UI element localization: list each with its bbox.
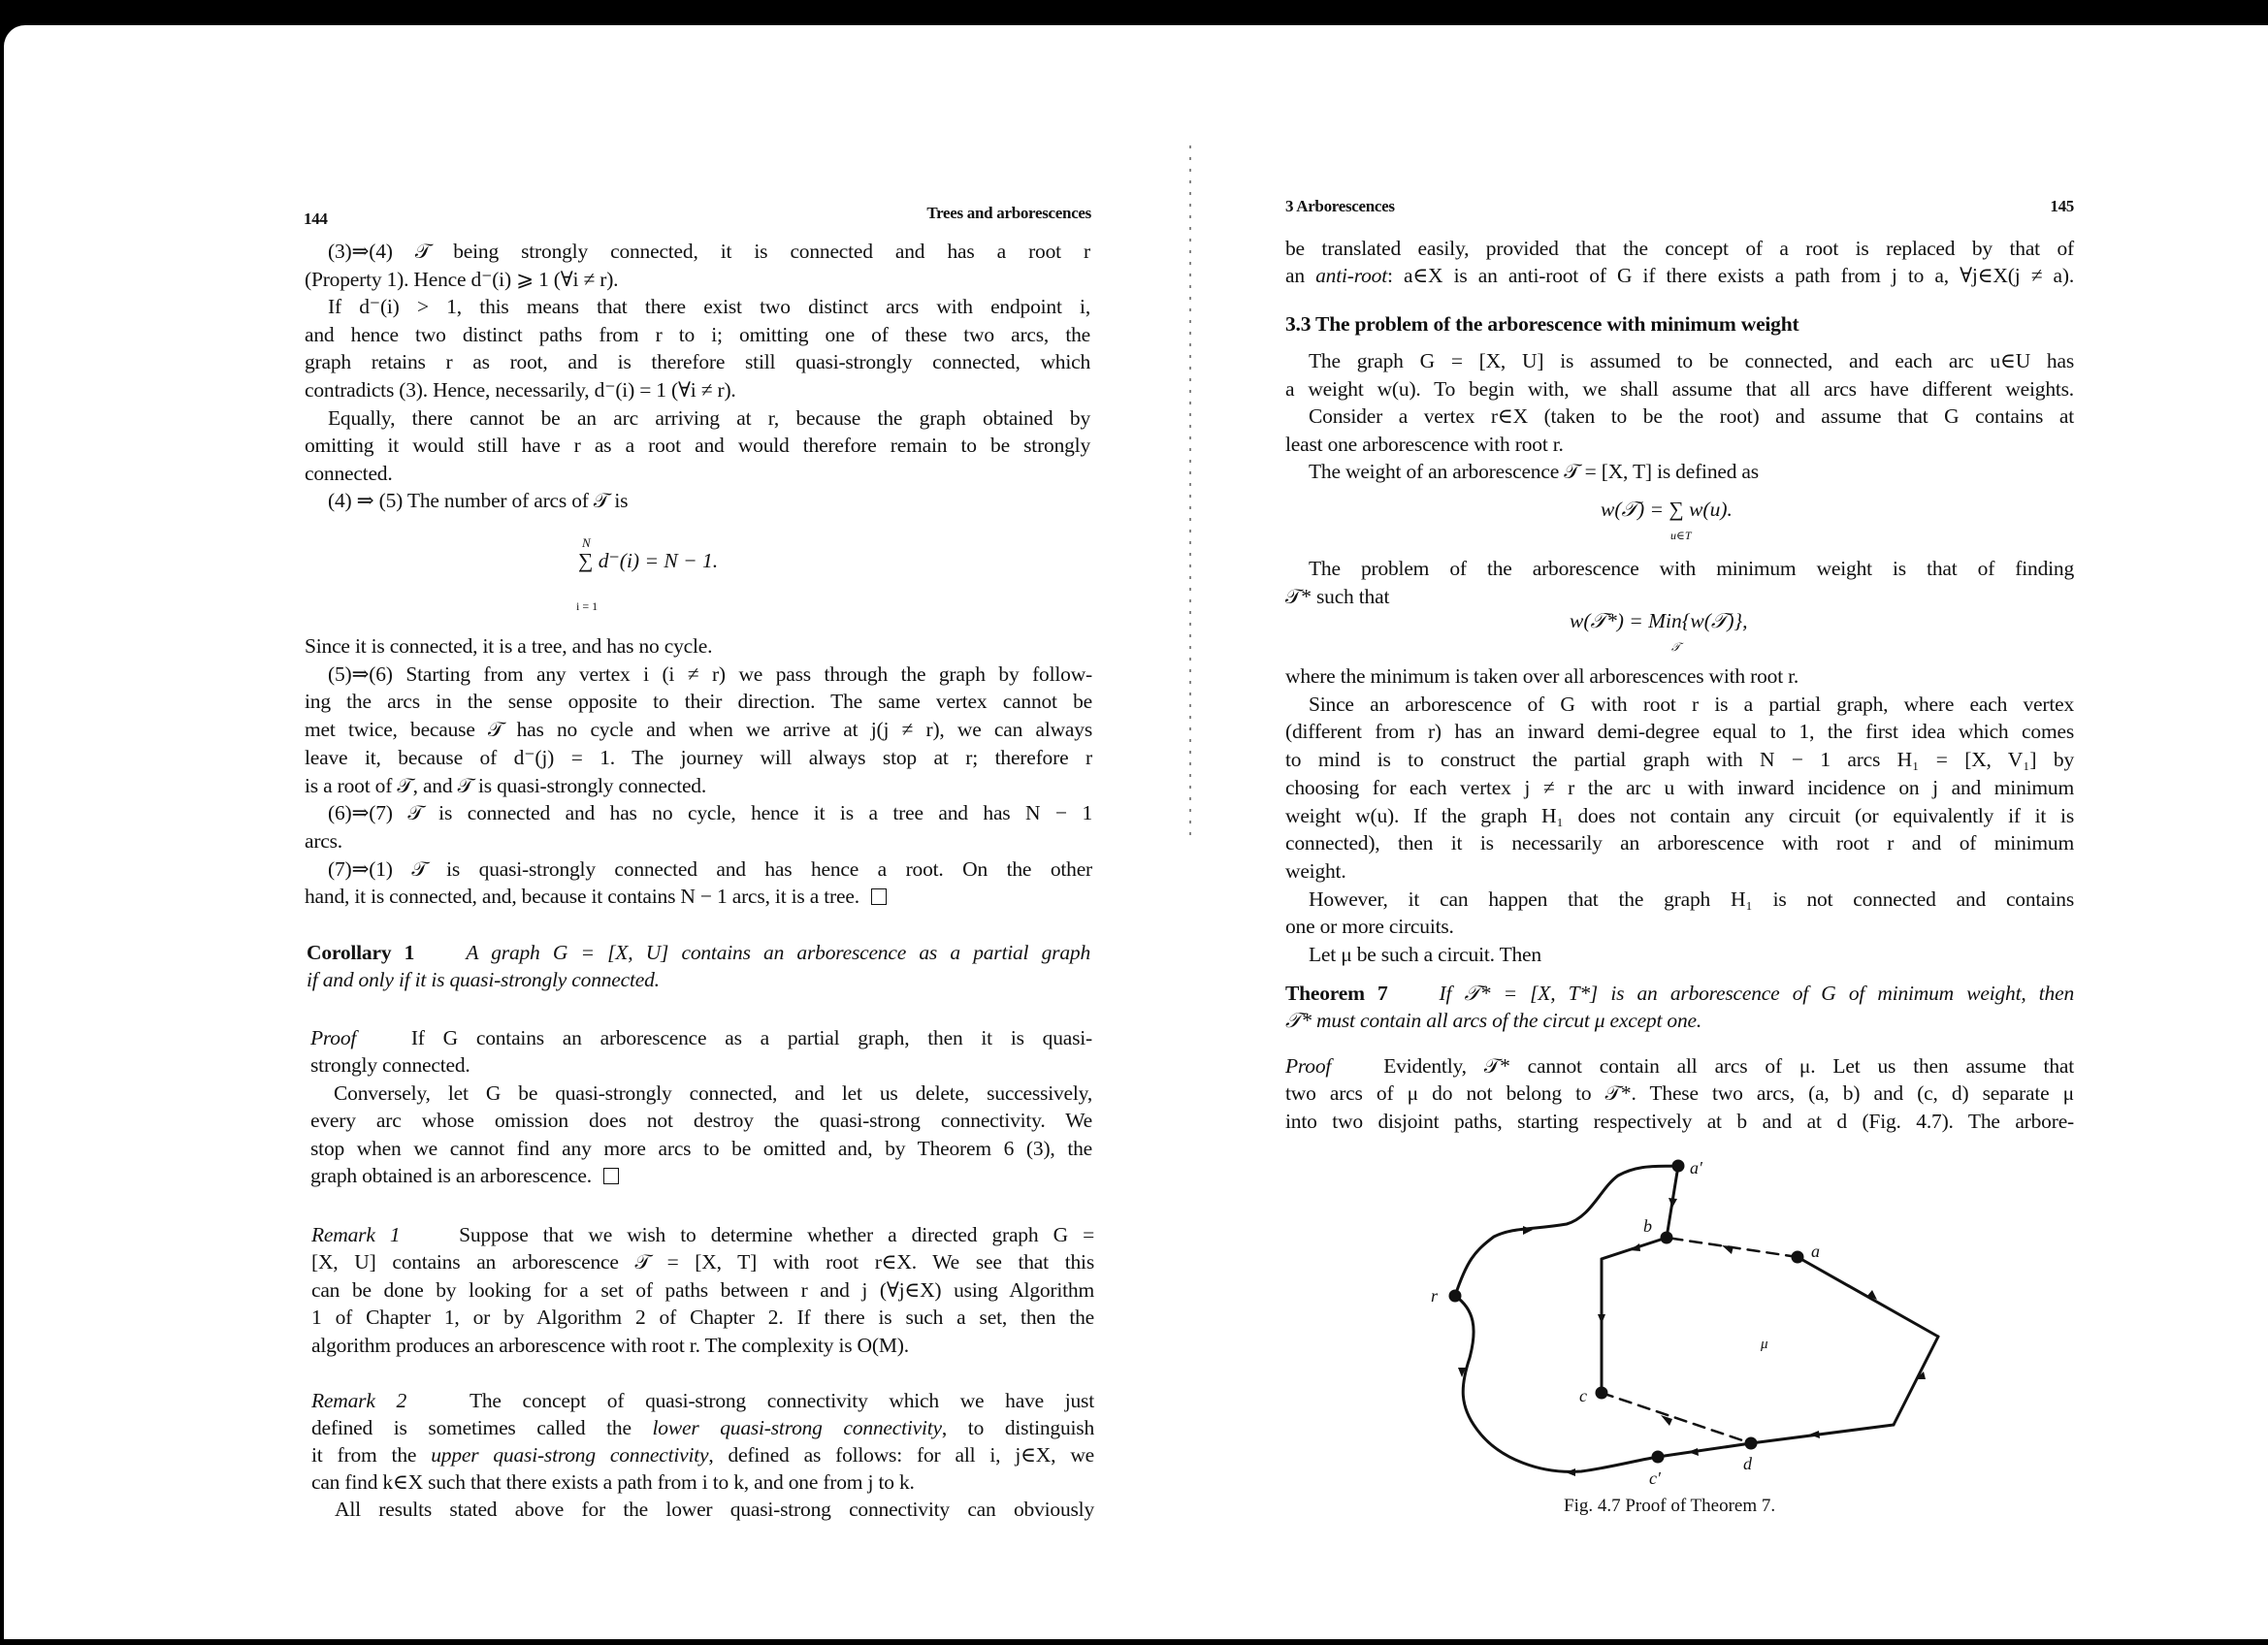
- term-upper-connectivity: upper quasi-strong connectivity: [431, 1443, 709, 1467]
- text-line: every arc whose omission does not destroy the quasi-strong connectivity. We: [310, 1109, 1092, 1132]
- text-line: one or more circuits.: [1285, 915, 1454, 939]
- text-line: (7)⇒(1) 𝒯 is quasi-strongly connected and has hence a root. On the other: [328, 856, 1092, 881]
- text-line: ing the arcs in the sense opposite to their direction. The same vertex cannot be: [305, 690, 1092, 714]
- text-line: graph retains r as root, and is therefore still quasi-strongly connected, which: [305, 350, 1090, 374]
- theorem-label: Theorem 7: [1285, 982, 1388, 1005]
- corollary-label: Corollary 1: [307, 941, 415, 964]
- label-mu: μ: [1761, 1337, 1768, 1352]
- weight-equation: w(𝒯) = ∑ w(u).: [1601, 498, 1733, 521]
- term-lower-connectivity: lower quasi-strong connectivity: [652, 1416, 942, 1439]
- label-r: r: [1431, 1286, 1439, 1306]
- sum-upper-limit: N: [582, 535, 591, 550]
- text-line: [X, U] contains an arborescence 𝒯 = [X, T] with root r∈X. We see that this: [311, 1250, 1094, 1274]
- node-b: [1661, 1232, 1673, 1244]
- remark-2-label: Remark 2: [311, 1389, 406, 1412]
- text-line: Consider a vertex r∈X (taken to be the root) and assume that G contains at: [1309, 404, 2074, 429]
- corollary-text-1: A graph G = [X, U] contains an arborescence as a partial graph: [466, 941, 1090, 964]
- arrowhead: [1809, 1431, 1820, 1438]
- label-b: b: [1643, 1216, 1652, 1236]
- text-line: Let μ be such a circuit. Then: [1309, 943, 1541, 966]
- text-line: The weight of an arborescence 𝒯 = [X, T] is defined as: [1309, 460, 1759, 484]
- arc-r-to-c-prime: [1455, 1296, 1658, 1471]
- text-line: two arcs of μ do not belong to 𝒯*. These two arcs, (a, b) and (c, d) separate μ: [1285, 1081, 2074, 1105]
- sum-equation: ∑ d⁻(i) = N − 1.: [578, 549, 719, 572]
- proof-2-text: Evidently, 𝒯* cannot contain all arcs of μ. Let us then assume that: [1383, 1054, 2074, 1078]
- text-line: stop when we cannot find any more arcs to be omitted and, by Theorem 6 (3), the: [310, 1136, 1092, 1160]
- arrowhead: [1661, 1415, 1672, 1426]
- text-line: (6)⇒(7) 𝒯 is connected and has no cycle, hence it is a tree and has N − 1: [328, 801, 1092, 825]
- remark-1-label: Remark 1: [311, 1223, 401, 1246]
- arrowhead: [1598, 1314, 1605, 1324]
- text-line: into two disjoint paths, starting respectively at b and at d (Fig. 4.7). The arbore-: [1285, 1109, 2074, 1133]
- figure-caption: Fig. 4.7 Proof of Theorem 7.: [1564, 1496, 1776, 1516]
- text-line: hand, it is connected, and, because it contains N − 1 arcs, it is a tree.: [305, 883, 887, 910]
- arrowhead: [1630, 1243, 1640, 1251]
- text-line: least one arborescence with root r.: [1285, 432, 1564, 456]
- remark-1-text: Suppose that we wish to determine whether a directed graph G =: [459, 1223, 1095, 1246]
- text-line: connected.: [305, 461, 393, 485]
- page-number-right: 145: [2050, 197, 2074, 215]
- arrowhead: [1669, 1198, 1677, 1208]
- text: : a∈X is an anti-root of G if there exists a path from j to a, ∀j∈X(j ≠ a).: [1386, 264, 2074, 287]
- label-a: a: [1811, 1242, 1820, 1261]
- node-a: [1792, 1251, 1804, 1264]
- text-line: (3)⇒(4) 𝒯 being strongly connected, it is connected and has a root r: [328, 240, 1090, 263]
- text-line: met twice, because 𝒯 has no cycle and when we arrive at j(j ≠ r), we can always: [305, 718, 1092, 742]
- text-line: Conversely, let G be quasi-strongly connected, and let us delete, successively,: [334, 1081, 1092, 1105]
- arc-corner-to-right-corner: [1894, 1337, 1938, 1425]
- min-index: 𝒯: [1671, 640, 1681, 654]
- proof-1-text: If G contains an arborescence as a partial graph, then it is quasi-: [410, 1026, 1092, 1049]
- text-line: 𝒯* such that: [1285, 584, 1390, 608]
- node-r: [1449, 1290, 1462, 1303]
- dashed-arc-c-to-d: [1602, 1393, 1751, 1443]
- label-a-prime: a′: [1690, 1158, 1702, 1177]
- text-line: (5)⇒(6) Starting from any vertex i (i ≠ r) we pass through the graph by follow-: [328, 661, 1092, 686]
- text-line: weight.: [1285, 858, 1346, 883]
- arrowheads: [1458, 1198, 1926, 1476]
- arrowhead: [1722, 1245, 1733, 1254]
- text-line: weight w(u). If the graph H₁ does not contain any circuit (or equivalently if it is: [1285, 803, 2074, 827]
- text-line: Equally, there cannot be an arc arriving at r, because the graph obtained by: [328, 405, 1090, 430]
- text-line: is a root of 𝒯, and 𝒯 is quasi-strongly connected.: [305, 773, 707, 797]
- text-line: graph obtained is an arborescence.: [310, 1162, 619, 1189]
- text-line: (Property 1). Hence d⁻(i) ⩾ 1 (∀i ≠ r).: [305, 267, 619, 291]
- arc-c-prime-to-d: [1658, 1443, 1751, 1457]
- text-line: 1 of Chapter 1, or by Algorithm 2 of Chapter 2. If there is such a set, then the: [311, 1306, 1094, 1329]
- min-equation: w(𝒯*) = Min{w(𝒯)},: [1570, 609, 1748, 632]
- arc-d-to-corner: [1751, 1425, 1894, 1443]
- remark-2-line-5: All results stated above for the lower quasi-strong connectivity can obviously: [335, 1498, 1094, 1521]
- text-line: and hence two distinct paths from r to i; omitting one of these two arcs, the: [305, 322, 1090, 346]
- proof-2-label: Proof: [1285, 1054, 1332, 1078]
- text-line: choosing for each vertex j ≠ r the arc u with inward incidence on j and minimum: [1285, 775, 2074, 799]
- label-d: d: [1743, 1454, 1752, 1473]
- theorem-text-1: If 𝒯* = [X, T*] is an arborescence of G of minimum weight, then: [1439, 982, 2074, 1005]
- text-line: strongly connected.: [310, 1053, 470, 1077]
- text: defined is sometimes called the: [311, 1416, 653, 1439]
- arc-a-to-right-corner: [1798, 1257, 1938, 1337]
- text-line: (4) ⇒ (5) The number of arcs of 𝒯 is: [328, 489, 629, 513]
- label-c: c: [1579, 1386, 1587, 1405]
- text-line: Since it is connected, it is a tree, and has no cycle.: [305, 634, 713, 658]
- remark-2-line-4: can find k∈X such that there exists a path from i to k, and one from j to k.: [311, 1470, 915, 1494]
- text-line: leave it, because of d⁻(j) = 1. The journey will always stop at r; therefore r: [305, 745, 1092, 769]
- theorem-line-2: 𝒯* must contain all arcs of the circut μ except one.: [1285, 1009, 1702, 1032]
- text-line: The graph G = [X, U] is assumed to be connected, and each arc u∈U has: [1309, 349, 2074, 372]
- text-line: However, it can happen that the graph H₁ is not connected and contains: [1309, 887, 2074, 911]
- weight-sum-index: u∈T: [1670, 529, 1692, 542]
- text: , to distinguish: [941, 1416, 1095, 1439]
- proof-label: Proof: [310, 1026, 357, 1049]
- section-heading: 3.3 The problem of the arborescence with minimum weight: [1285, 312, 1799, 336]
- text-line: The problem of the arborescence with minimum weight is that of finding: [1309, 557, 2074, 580]
- text-line: to mind is to construct the partial graph with N − 1 arcs H₁ = [X, V₁] by: [1285, 748, 2074, 772]
- arrowhead: [1688, 1448, 1699, 1456]
- right-line-1: be translated easily, provided that the concept of a root is replaced by that of: [1285, 237, 2074, 260]
- text-line: algorithm produces an arborescence with root r. The complexity is O(M).: [311, 1333, 909, 1357]
- node-c-prime: [1652, 1451, 1665, 1464]
- sum-lower-limit: i = 1: [576, 599, 599, 613]
- text-line: If d⁻(i) > 1, this means that there exist two distinct arcs with endpoint i,: [328, 295, 1090, 319]
- corollary-line-2: if and only if it is quasi-strongly connected.: [307, 968, 660, 991]
- label-c-prime: c′: [1649, 1468, 1661, 1488]
- text-line: where the minimum is taken over all arborescences with root r.: [1285, 664, 1799, 688]
- text: it from the: [311, 1443, 432, 1467]
- text-line: can be done by looking for a set of paths between r and j (∀j∈X) using Algorithm: [311, 1277, 1094, 1302]
- text: , defined as follows: for all i, j∈X, we: [708, 1443, 1094, 1467]
- node-d: [1745, 1437, 1758, 1450]
- text-line: Since an arborescence of G with root r is a partial graph, where each vertex: [1309, 692, 2074, 716]
- text-line: connected), then it is necessarily an arborescence with root r and of minimum: [1285, 831, 2074, 855]
- text-line: contradicts (3). Hence, necessarily, d⁻(i) = 1 (∀i ≠ r).: [305, 378, 736, 402]
- text-line: omitting it would still have r as a root and would therefore remain to be strongly: [305, 434, 1090, 458]
- running-head-left: Trees and arborescences: [926, 204, 1091, 222]
- text-line: arcs.: [305, 828, 342, 853]
- page-number-left: 144: [304, 210, 328, 228]
- node-a-prime: [1672, 1160, 1685, 1173]
- term-anti-root: anti-root: [1315, 264, 1387, 287]
- text-line: (different from r) has an inward demi-degree equal to 1, the first idea which comes: [1285, 720, 2074, 744]
- text-line: a weight w(u). To begin with, we shall assume that all arcs have different weights.: [1285, 376, 2074, 401]
- remark-2-text: The concept of quasi-strong connectivity which we have just: [469, 1389, 1094, 1412]
- arrowhead: [1566, 1468, 1575, 1476]
- text: an: [1285, 264, 1316, 287]
- running-head-right: 3 Arborescences: [1285, 197, 1395, 215]
- node-c: [1596, 1387, 1608, 1400]
